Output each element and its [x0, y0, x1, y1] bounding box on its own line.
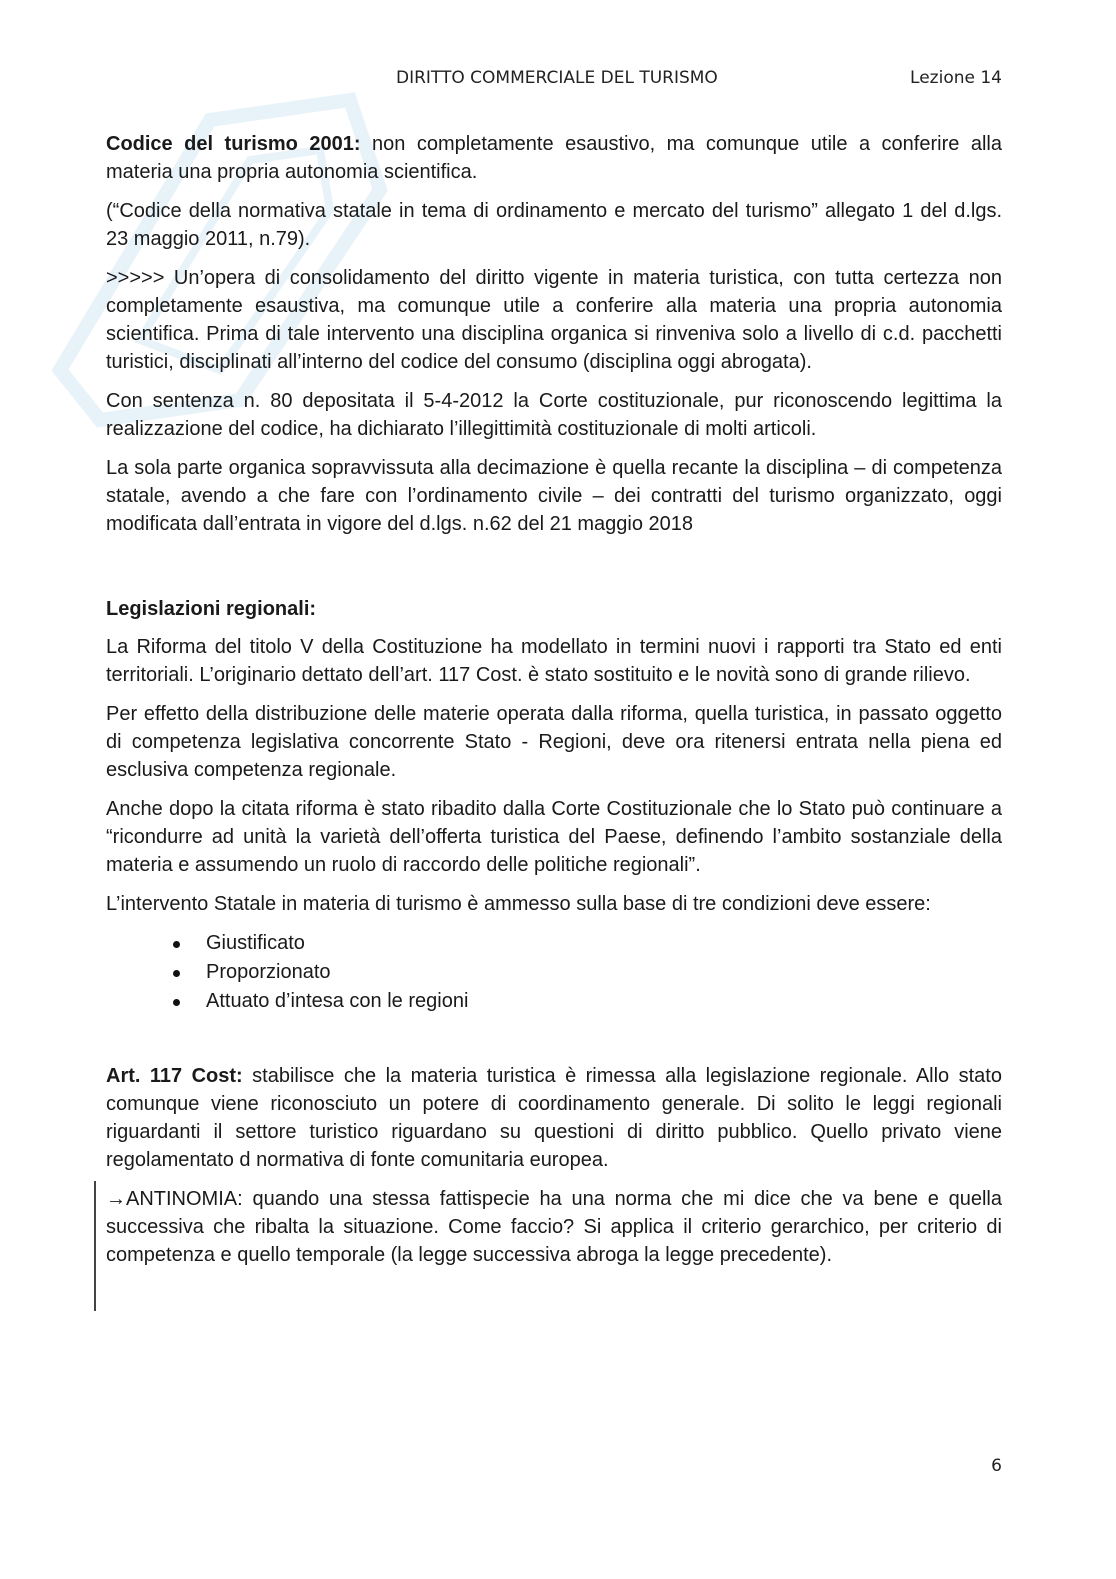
list-item: Giustificato — [206, 929, 1002, 958]
paragraph-antinomia: →ANTINOMIA: quando una stessa fattispecie ha una norma che mi dice che va bene e quella successiva che ribalta la situazione. Come faccio? Si applica il criterio gerarchico, per criterio di competenza e quello temporale (la legge successiva abroga la legge precedente). — [106, 1188, 1002, 1266]
page-header — [0, 64, 1116, 94]
bullet-icon — [173, 999, 180, 1006]
paragraph-sentenza: Con sentenza n. 80 depositata il 5-4-2012 la Corte costituzionale, pur riconoscendo legittima la realizzazione del codice, ha dichiarato l’illegittimità costituzionale di molti articoli. — [106, 390, 1002, 440]
list-item: Proporzionato — [206, 958, 1002, 987]
list-item: Attuato d’intesa con le regioni — [206, 987, 1002, 1016]
paragraph-parte-organica: La sola parte organica sopravvissuta alla decimazione è quella recante la disciplina – di competenza statale, avendo a che fare con l’ordinamento civile – dei contratti del turismo organizzato, oggi modificata dall’entrata in vigore del d.lgs. n.62 del 21 maggio 2018 — [106, 457, 1002, 535]
lesson-label: Lezione 14 — [910, 68, 1002, 88]
paragraph-corte-costituzionale: Anche dopo la citata riforma è stato ribadito dalla Corte Costituzionale che lo Stato può continuare a “ricondurre ad unità la varietà dell’offerta turistica del Paese, definendo l’ambito sostanziale della materia e assumendo un ruolo di raccordo delle politiche regionali”. — [106, 798, 1002, 876]
paragraph-codice-reference: (“Codice della normativa statale in tema di ordinamento e mercato del turismo” allegato 1 del d.lgs. 23 maggio 2011, n.79). — [106, 200, 1002, 250]
art-117-term: Art. 117 Cost: — [106, 1065, 243, 1087]
bullet-icon — [173, 970, 180, 977]
change-bar — [94, 1181, 96, 1311]
bullet-icon — [173, 941, 180, 948]
paragraph-distribuzione-materie: Per effetto della distribuzione delle materie operata dalla riforma, quella turistica, in passato oggetto di competenza legislativa concorrente Stato - Regioni, deve ora ritenersi entrata nella piena ed esclusiva competenza regionale. — [106, 703, 1002, 781]
page-number: 6 — [991, 1456, 1002, 1476]
paragraph-codice-turismo — [106, 130, 1002, 186]
heading-legislazioni-regionali: Legislazioni regionali: — [106, 598, 317, 620]
conditions-list — [106, 929, 1002, 1016]
codice-turismo-term: Codice del turismo 2001: — [106, 133, 361, 155]
art-117-text: stabilisce che la materia turistica è rimessa alla legislazione regionale. Allo stato comunque viene riconosciuto un potere di coordinamento generale. Di solito le leggi regionali riguardanti il settore turistico riguardano su questioni di diritto pubblico. Quello privato viene regolamentato d normativa di fonte comunitaria europea. — [106, 1065, 1002, 1171]
paragraph-art-117 — [106, 1062, 1002, 1174]
antinomia-note — [106, 1185, 1002, 1269]
paragraph-intervento-statale: L’intervento Statale in materia di turismo è ammesso sulla base di tre condizioni deve essere: — [106, 893, 931, 915]
paragraph-consolidamento: >>>>> Un’opera di consolidamento del diritto vigente in materia turistica, con tutta certezza non completamente esaustiva, ma comunque utile a conferire alla materia una propria autonomia scientifica. Prima di tale intervento una disciplina organica si rinveniva solo a livello di c.d. pacchetti turistici, disciplinati all’interno del codice del consumo (disciplina oggi abrogata). — [106, 267, 1002, 373]
codice-turismo-text: non completamente esaustivo, ma comunque utile a conferire alla materia una propria autonomia scientifica. — [106, 133, 1002, 183]
document-title: DIRITTO COMMERCIALE DEL TURISMO — [396, 68, 718, 88]
paragraph-riforma-titolo-v: La Riforma del titolo V della Costituzione ha modellato in termini nuovi i rapporti tra Stato ed enti territoriali. L’originario dettato dell’art. 117 Cost. è stato sostituito e le novità sono di grande rilievo. — [106, 636, 1002, 686]
document-body — [106, 130, 1002, 1280]
